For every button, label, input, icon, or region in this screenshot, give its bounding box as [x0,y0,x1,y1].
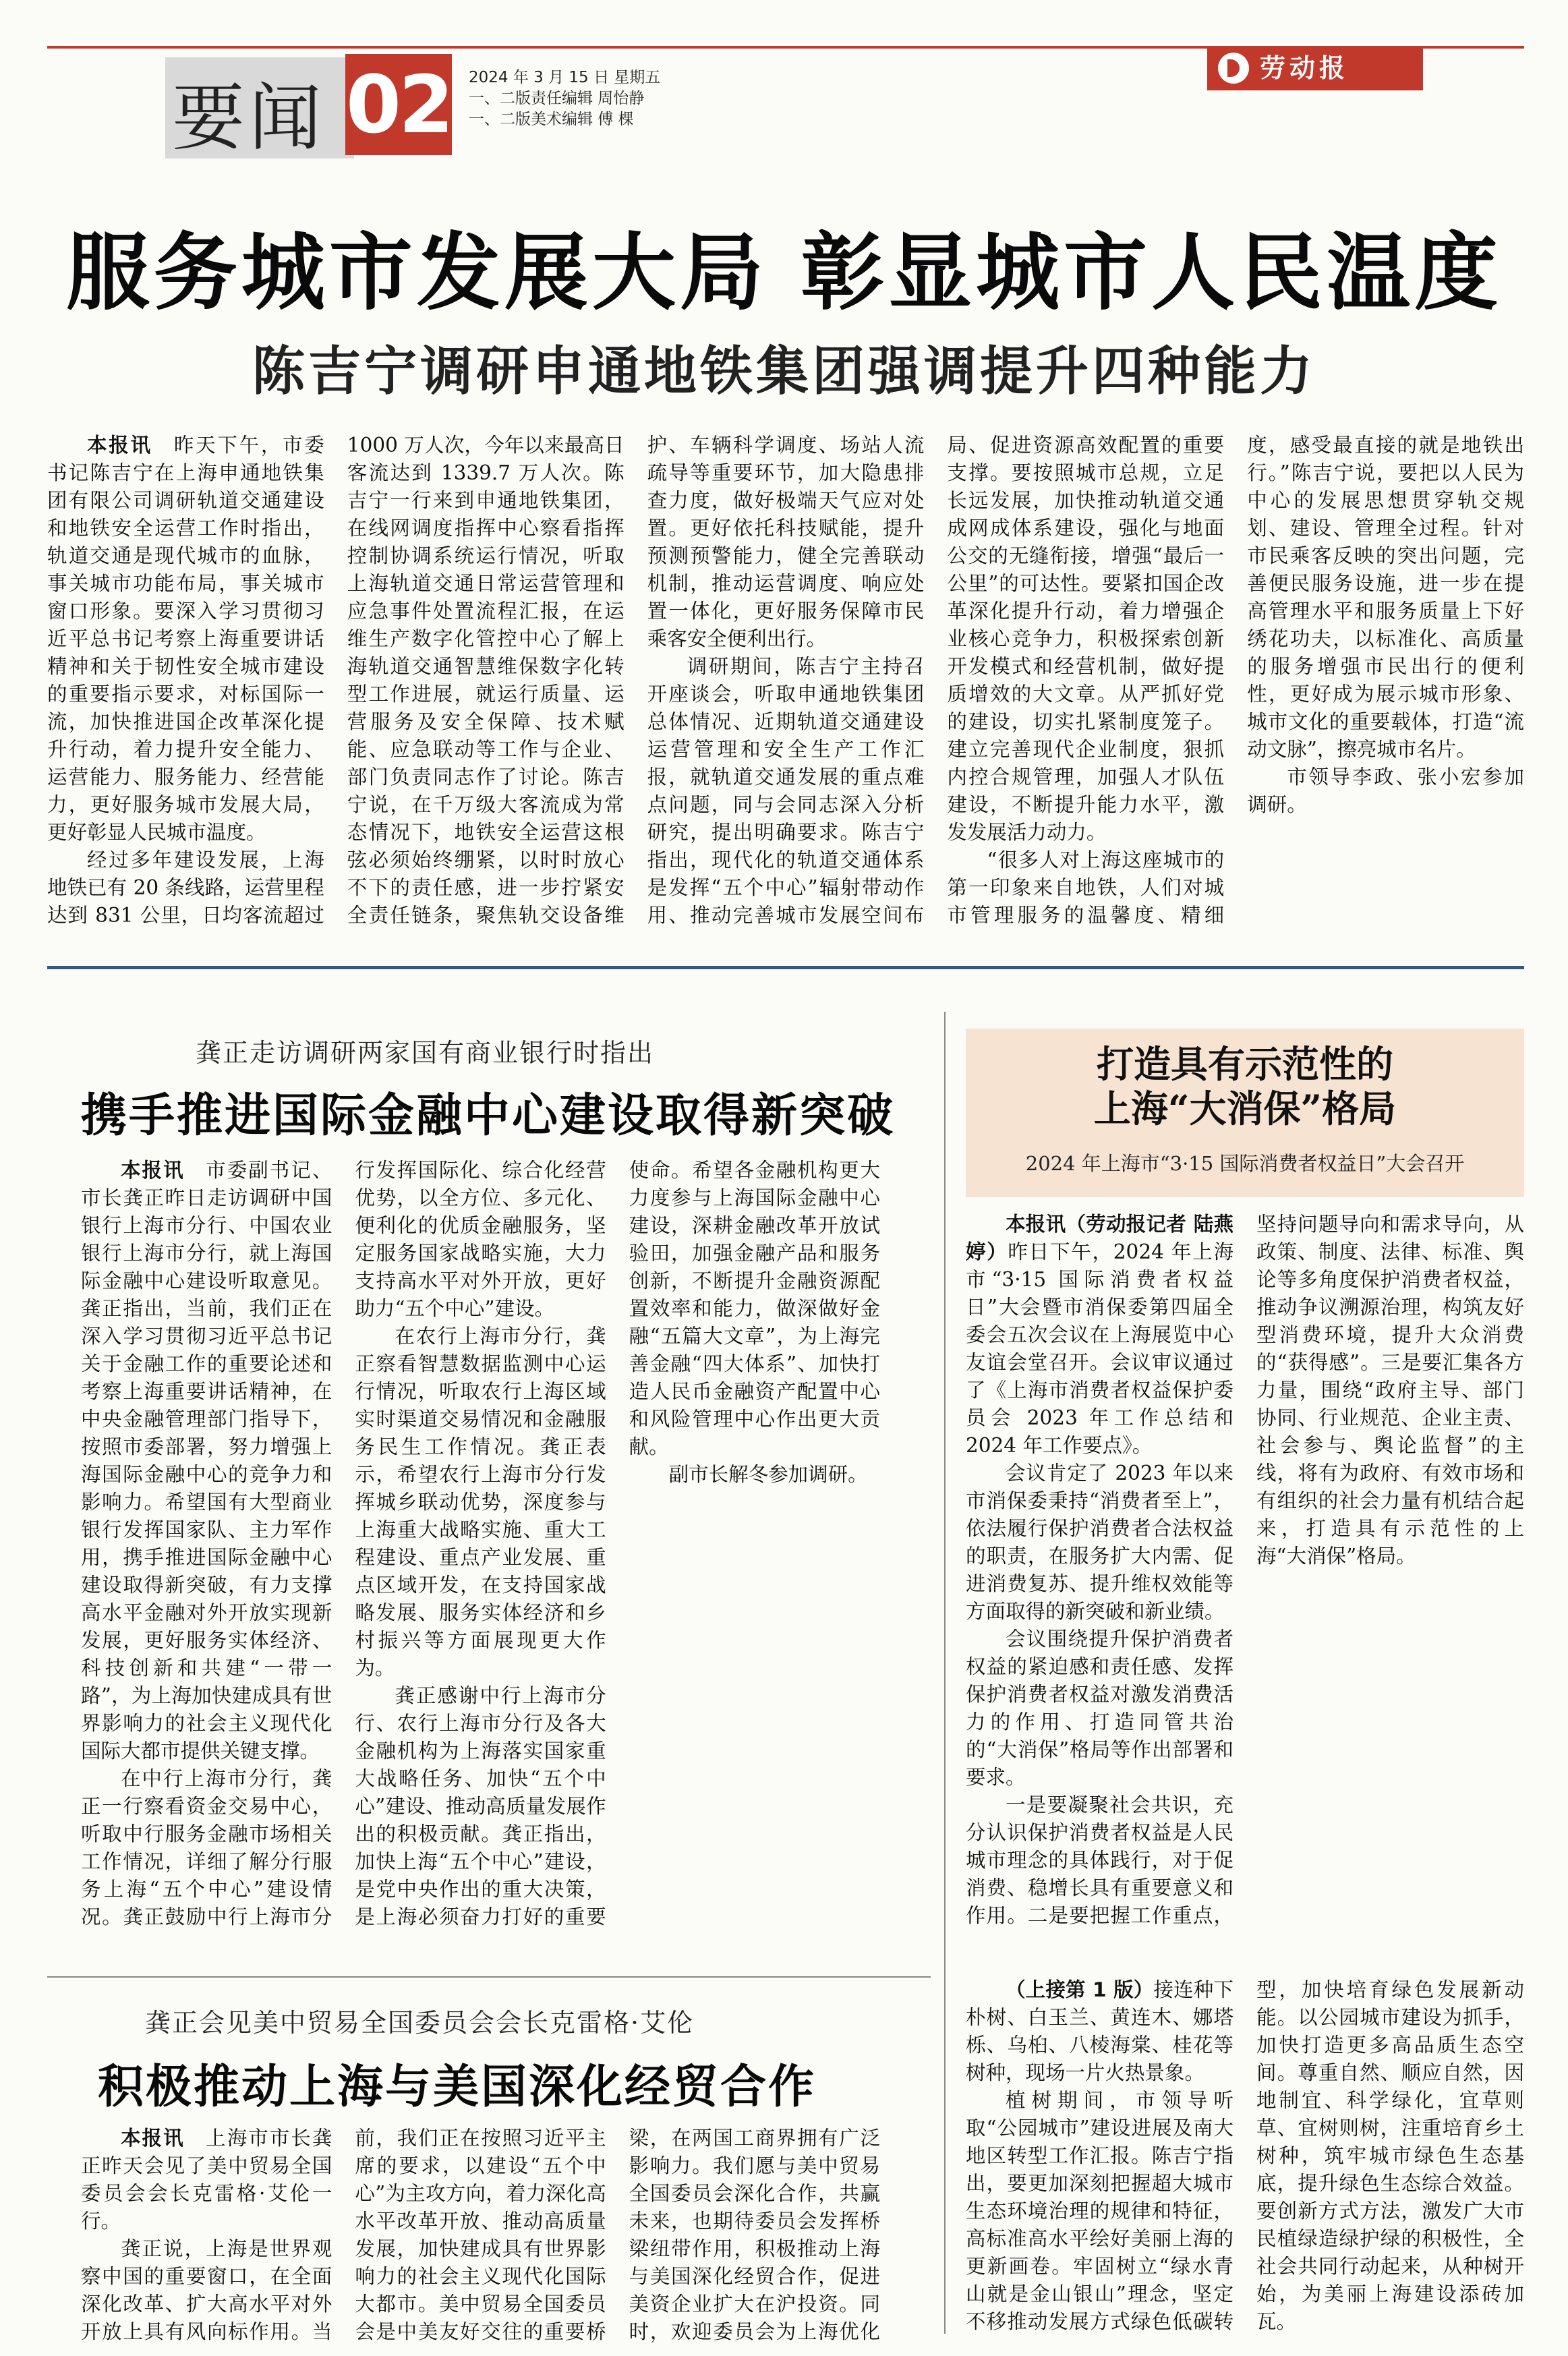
continued-marker: （上接第 1 版） [1006,1978,1154,2001]
consumer-headline: 打造具有示范性的 上海“大消保”格局 [1093,1042,1397,1130]
paragraph: 本报讯 市委副书记、市长龚正昨日走访调研中国银行上海市分行、中国农业银行上海市分行，就上海国际金融中心建设听取意见。龚正指出，当前，我们正在深入学习贯彻习近平总书记关于金融工作的重要论述和考察上海重要讲话精神，在中央金融管理部门指导下，按照市委部署，努力增强上海国际金融中心的竞争力和影响力。希望国有大型商业银行发挥国家队、主力军作用，携手推进国际金融中心建设取得新突破，有力支撑高水平金融对外开放实现新发展，更好服务实体经济、科技创新和共建“一带一路”，为上海加快建成具有世界影响力的社会主义现代化国际大都市提供关键支撑。 [81,1159,332,1762]
lead-subhead: 陈吉宁调研申通地铁集团强调提升四种能力 [252,341,1316,402]
page-number: 02 [345,54,452,155]
section-divider [47,966,1524,969]
paragraph: 龚正感谢中行上海市分行、农行上海市分行及各大金融机构为上海落实国家重大战略任务、加快“五个中心”建设、推动高质量发展作出的积极贡献。龚正指出，加快上海“五个中心”建设，是党中央作出的重大决策，是上海必须奋力打好的重要使命。希望各金融机构更大力度参与上海国际金融中心建设，深耕金融改革开放试验田，加强金融产品和服务创新，不断提升金融资源配置效率和能力，做深做好金融“五篇大文章”，为上海完善金融“四大体系”、加快打造人民币金融资产配置中心和风险管理中心作出更大贡献。 [355,1159,880,1928]
paragraph: 龚正说，上海是世界观察中国的重要窗口，在全面深化改革、扩大高水平对外开放上具有风向标作用。当前，我们正在按照习近平主席的要求，以建设“五个中心”为主攻方向，着力深化高水平改革开放、推动高质量发展，加快建成具有世界影响力的社会主义现代化国际大都市。美中贸易全国委员会是中美友好交往的重要桥梁，在两国工商界拥有广泛影响力。我们愿与美中贸易全国委员会深化合作，共赢未来，也期待委员会发挥桥梁纽带作用，积极推动上海与美国深化经贸合作，促进美资企业扩大在沪投资。同时，欢迎委员会为上海优化 [81,2127,880,2343]
lead-story-body [47,432,1524,934]
logo-mark-icon [1218,53,1249,84]
finance-headline: 携手推进国际金融中心建设取得新突破 [81,1089,896,1143]
paragraph: 本报讯 昨天下午，市委书记陈吉宁在上海申通地铁集团有限公司调研轨道交通建设和地铁安全运营工作时指出，轨道交通是现代城市的血脉，事关城市功能布局，事关城市窗口形象。要深入学习贯彻习近平总书记考察上海重要讲话精神和关于韧性安全城市建设的重要指示要求，对标国际一流，加快推进国企改革深化提升行动，着力提升安全能力、运营能力、服务能力、经营能力，更好服务城市发展大局，更好彰显人民城市温度。 [47,434,324,844]
section-name: 要闻 [172,76,326,161]
byline: 本报讯 [121,1159,185,1182]
lead-headline: 服务城市发展大局 彰显城市人民温度 [65,224,1503,322]
paragraph: “很多人对上海这座城市的第一印象来自地铁，人们对城市管理服务的温馨度、精细度，感受最直接的就是地铁出行。”陈吉宁说，要把以人民为中心的发展思想贯穿轨交规划、建设、管理全过程。针对市民乘客反映的突出问题，完善便民服务设施，进一步在提高管理水平和服务质量上下好绣花功夫，以标准化、高质量的服务增强市民出行的便利性，更好成为展示城市形象、城市文化的重要载体，打造“流动文脉”，擦亮城市名片。 [947,434,1524,927]
paragraph: 会议肯定了 2023 年以来市消保委秉持“消费者至上”，依法履行保护消费者合法权益的职责，在服务扩大内需、促进消费复苏、提升维权效能等方面取得的新突破和新业绩。 [966,1462,1233,1623]
responsible-editor: 一、二版责任编辑 周怡静 [469,90,645,107]
finance-story-body [81,1157,880,1953]
art-editor: 一、二版美术编辑 傅 棵 [469,111,634,128]
issue-date: 2024 年 3 月 15 日 星期五 [469,69,661,86]
trade-kicker: 龚正会见美中贸易全国委员会会长克雷格·艾伦 [145,2008,695,2038]
consumer-story-body [966,1211,1524,1953]
byline: 本报讯 [87,434,152,457]
paragraph: 在中行上海市分行，龚正一行察看资金交易中心，听取中行服务金融市场相关工作情况，详细了解分行服务上海“五个中心”建设情况。龚正鼓励中行上海市分行发挥国际化、综合化经营优势，以全方位、多元化、便利化的优质金融服务，坚定服务国家战略实施，大力支持高水平对外开放，更好助力“五个中心”建设。 [81,1159,606,1928]
paragraph: （上接第 1 版）接连种下朴树、白玉兰、黄连木、娜塔栎、乌桕、八棱海棠、桂花等树种，现场一片火热景象。 [966,1978,1233,2084]
column-rule [944,1012,946,2334]
paragraph: 会议围绕提升保护消费者权益的紧迫感和责任感、发挥保护消费者权益对激发消费活力的作用、打造同管共治的“大消保”格局等作出部署和要求。 [966,1628,1233,1789]
paragraph: 副市长解冬参加调研。 [668,1463,868,1486]
paragraph: 植树期间，市领导听取“公园城市”建设进展及南大地区转型工作汇报。陈吉宁指出，要更加深刻把握超大城市生态环境治理的规律和特征，高标准高水平绘好美丽上海的更新画卷。牢固树立“绿水青山就是金山银山”理念，坚定不移推动发展方式绿色低碳转型，加快培育绿色发展新动能。以公园城市建设为抓手，加快打造更多高品质生态空间。尊重自然、顺应自然，因地制宜、科学绿化，宜草则草、宜树则树，注重培育乡土树种，筑牢城市绿色生态基底，提升绿色生态综合效益。要创新方式方法，激发广大市民植绿造绿护绿的积极性，全社会共同行动起来，从种树开始，为美丽上海建设添砖加瓦。 [966,1978,1524,2333]
paragraph: 本报讯 上海市市长龚正昨天会见了美中贸易全国委员会会长克雷格·艾伦一行。 [81,2127,332,2233]
continued-story-body [966,1976,1524,2347]
byline: 本报讯（劳动报记者 陆燕婷） [966,1213,1233,1263]
masthead-info [469,67,660,130]
byline: 本报讯 [121,2127,185,2150]
paragraph: 经过多年建设发展，上海地铁已有 20 条线路，运营里程达到 831 公里，日均客流超过 1000 万人次，今年以来最高日客流达到 1339.7 万人次。陈吉宁一行来到申通地铁集团，在线网调度指挥中心察看指挥控制协调系统运行情况，听取上海轨道交通日常运营管理和应急事件处置流程汇报，在运维生产数字化管控中心了解上海轨道交通智慧维保数字化转型工作进展，就运行质量、运营服务及安全保障、技术赋能、应急联动等工作与企业、部门负责同志作了讨论。陈吉宁说，在千万级大客流成为常态情况下，地铁安全运营这根弦必须始终绷紧，以时时放心不下的责任感，进一步拧紧安全责任链条，聚焦轨交设备维护、车辆科学调度、场站人流疏导等重要环节，加大隐患排查力度，做好极端天气应对处置。更好依托科技赋能，提升预测预警能力，健全完善联动机制，推动运营调度、响应处置一体化，更好服务保障市民乘客安全便利出行。 [47,434,925,927]
paragraph: 市领导李政、张小宏参加调研。 [1247,766,1524,816]
finance-kicker: 龚正走访调研两家国有商业银行时指出 [196,1038,655,1068]
column-rule [47,1976,931,1978]
paragraph: 一是要凝聚社会共识，充分认识保护消费者权益是人民城市理念的具体践行，对于促消费、稳增长具有重要意义和作用。二是要把握工作重点，坚持问题导向和需求导向，从政策、制度、法律、标准、舆论等多角度保护消费者权益，推动争议溯源治理，构筑友好型消费环境，提升大众消费的“获得感”。三是要汇集各方力量，围绕“政府主导、部门协同、行业规范、企业主责、社会参与、舆论监督”的主线，将有为政府、有效市场和有组织的社会力量有机结合起来，打造具有示范性的上海“大消保”格局。 [966,1213,1524,1927]
trade-story-body [81,2125,880,2347]
paragraph: 调研期间，陈吉宁主持召开座谈会，听取申通地铁集团总体情况、近期轨道交通建设运营管理和安全生产工作汇报，就轨道交通发展的重点难点问题，同与会同志深入分析研究，提出明确要求。陈吉宁指出，现代化的轨道交通体系是发挥“五个中心”辐射带动作用、推动完善城市发展空间布局、促进资源高效配置的重要支撑。要按照城市总规，立足长远发展，加快推动轨道交通成网成体系建设，强化与地面公交的无缝衔接，增强“最后一公里”的可达性。要紧扣国企改革深化提升行动，着力增强企业核心竞争力，积极探索创新开发模式和经营机制，做好提质增效的大文章。从严抓好党的建设，切实扎紧制度笼子。建立完善现代企业制度，狠抓内控合规管理，加强人才队伍建设，不断提升能力水平，激发发展活力动力。 [647,434,1225,927]
paragraph: 在农行上海市分行，龚正察看智慧数据监测中心运行情况，听取农行上海区域实时渠道交易情况和金融服务民生工作情况。龚正表示，希望农行上海市分行发挥城乡联动优势，深度参与上海重大战略实施、重大工程建设、重点产业发展、重点区域开发，在支持国家战略发展、服务实体经济和乡村振兴等方面展现更大作为。 [355,1325,606,1679]
consumer-subhead: 2024 年上海市“3·15 国际消费者权益日”大会召开 [1025,1152,1465,1175]
paper-name: 劳动报 [1260,53,1349,83]
paragraph: 本报讯（劳动报记者 陆燕婷）昨日下午，2024 年上海市“3·15 国际消费者权益日”大会暨市消保委第四届全委会五次会议在上海展览中心友谊会堂召开。会议审议通过了《上海市消费者权益保护委员会 2023 年工作总结和 2024 年工作要点》。 [966,1213,1233,1457]
trade-headline: 积极推动上海与美国深化经贸合作 [98,2060,817,2114]
newspaper-logo [1207,46,1423,90]
